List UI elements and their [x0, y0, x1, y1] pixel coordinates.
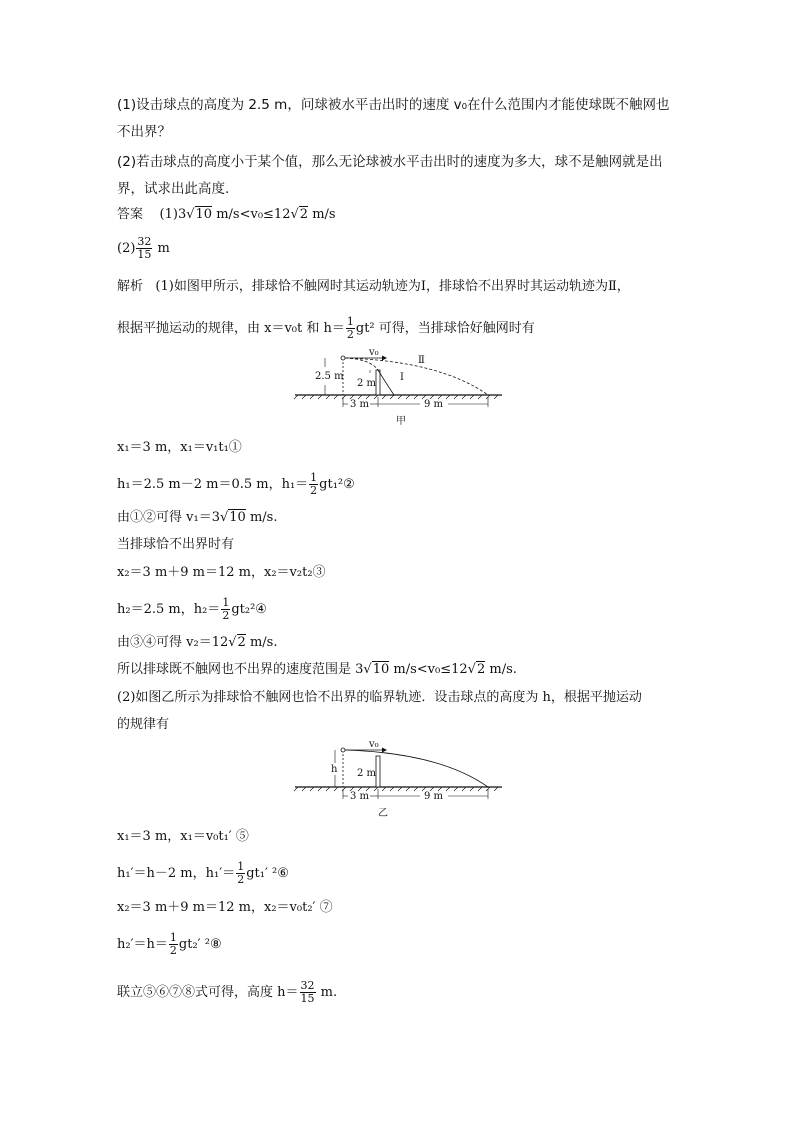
solution-text-1: (1)如图甲所示，排球恰不触网时其运动轨迹为Ⅰ，排球恰不出界时其运动轨迹为Ⅱ，	[155, 279, 630, 294]
distance-1-label: 3 m	[350, 791, 370, 802]
net-height-label: 2 m	[357, 378, 377, 389]
answer-1-radicand-1: 10	[195, 207, 213, 222]
answer-1-middle: m/s<v₀≤12	[212, 207, 291, 222]
fraction-half: $\frac{1}{2}$	[237, 860, 245, 886]
answer-2-prefix: (2)	[117, 241, 136, 256]
fraction-half: $\frac{1}{2}$	[169, 931, 177, 957]
equation-f3: x₂＝3 m＋9 m＝12 m，x₂＝v₀t₂′ ⑦	[117, 900, 333, 915]
hit-height-label: 2.5 m	[315, 371, 344, 382]
equation-7: 由③④可得 v₂＝12√2 m/s.	[117, 635, 278, 650]
question-2-line-1: (2)若击球点的高度小于某个值，那么无论球被水平击出时的速度为多大，球不是触网就是出	[117, 154, 663, 170]
v0-label: v₀	[369, 739, 379, 750]
figure-jia-caption: 甲	[396, 416, 406, 427]
figure-jia	[290, 345, 510, 427]
solution-part-2-line-1: (2)如图乙所示为排球恰不触网也恰不出界的临界轨迹．设击球点的高度为 h，根据平抛运动	[117, 690, 642, 705]
solution-conclusion-2: 联立⑤⑥⑦⑧式可得，高度 h＝ $\frac{32}{15}$ m.	[117, 979, 338, 1005]
solution-line-2: 根据平抛运动的规律，由 x＝v₀t 和 h＝ $\frac{1}{2}$ gt² 可得，当排球恰好触网时有	[117, 315, 535, 341]
net	[376, 370, 380, 395]
answer-1-radicand-2: 2	[299, 207, 309, 222]
equation-2: h₁＝2.5 m－2 m＝0.5 m，h₁＝ $\frac{1}{2}$ gt₁²②	[117, 471, 355, 497]
solution-part-2-line-2: 的规律有	[117, 717, 170, 732]
net	[376, 756, 380, 787]
answer-2-suffix: m	[153, 241, 170, 256]
hit-height-label: h	[331, 764, 338, 775]
ball-icon	[341, 356, 345, 360]
trajectory-1-label: Ⅰ	[400, 372, 404, 383]
distance-2-label: 9 m	[424, 399, 444, 410]
answer-1-prefix: (1)3	[159, 207, 187, 222]
equation-6: h₂＝2.5 m，h₂＝ $\frac{1}{2}$ gt₂²④	[117, 596, 267, 622]
answer-1-suffix: m/s	[308, 207, 336, 222]
ball-icon	[341, 748, 345, 752]
solution-line-1	[117, 279, 630, 295]
question-1-line-1: (1)设击球点的高度为 2.5 m，问球被水平击出时的速度 v₀在什么范围内才能使球既不触网也	[117, 97, 670, 113]
solution-conclusion-1: 所以排球既不触网也不出界的速度范围是 3√10 m/s<v₀≤12√2 m/s.	[117, 662, 517, 677]
solution-text-4: 当排球恰不出界时有	[117, 537, 235, 552]
distance-1-label: 3 m	[350, 399, 370, 410]
equation-f4: h₂′＝h＝ $\frac{1}{2}$ gt₂′ ²⑧	[117, 931, 222, 957]
trajectory-2	[345, 358, 488, 395]
answer-2-fraction: $\frac{32}{15}$	[137, 235, 152, 261]
trajectory-2-label: Ⅱ	[418, 355, 425, 366]
question-1-line-2: 不出界？	[117, 124, 171, 140]
answer-label: 答案	[117, 207, 144, 222]
solution-label: 解析	[117, 279, 144, 294]
fraction-half: $\frac{1}{2}$	[310, 471, 318, 497]
v0-label: v₀	[369, 347, 379, 358]
fraction-half: $\frac{1}{2}$	[346, 315, 354, 341]
answer-line-2	[117, 236, 170, 261]
equation-5: x₂＝3 m＋9 m＝12 m，x₂＝v₂t₂③	[117, 565, 326, 580]
equation-f1: x₁＝3 m，x₁＝v₀t₁′ ⑤	[117, 829, 249, 844]
fraction-half: $\frac{1}{2}$	[222, 596, 230, 622]
answer-line-1: 答案 (1)3√10 m/s<v₀≤12√2 m/s	[117, 207, 336, 222]
figure-yi-caption: 乙	[378, 808, 388, 819]
fraction-answer: $\frac{32}{15}$	[300, 979, 315, 1005]
figure-yi	[290, 737, 510, 819]
equation-3: 由①②可得 v₁＝3√10 m/s.	[117, 510, 278, 525]
distance-2-label: 9 m	[424, 791, 444, 802]
question-2-line-2: 界，试求出此高度.	[117, 181, 230, 197]
net-height-label: 2 m	[357, 768, 377, 779]
equation-f2: h₁′＝h－2 m，h₁′＝ $\frac{1}{2}$ gt₁′ ²⑥	[117, 860, 289, 886]
equation-1: x₁＝3 m，x₁＝v₁t₁①	[117, 440, 242, 455]
